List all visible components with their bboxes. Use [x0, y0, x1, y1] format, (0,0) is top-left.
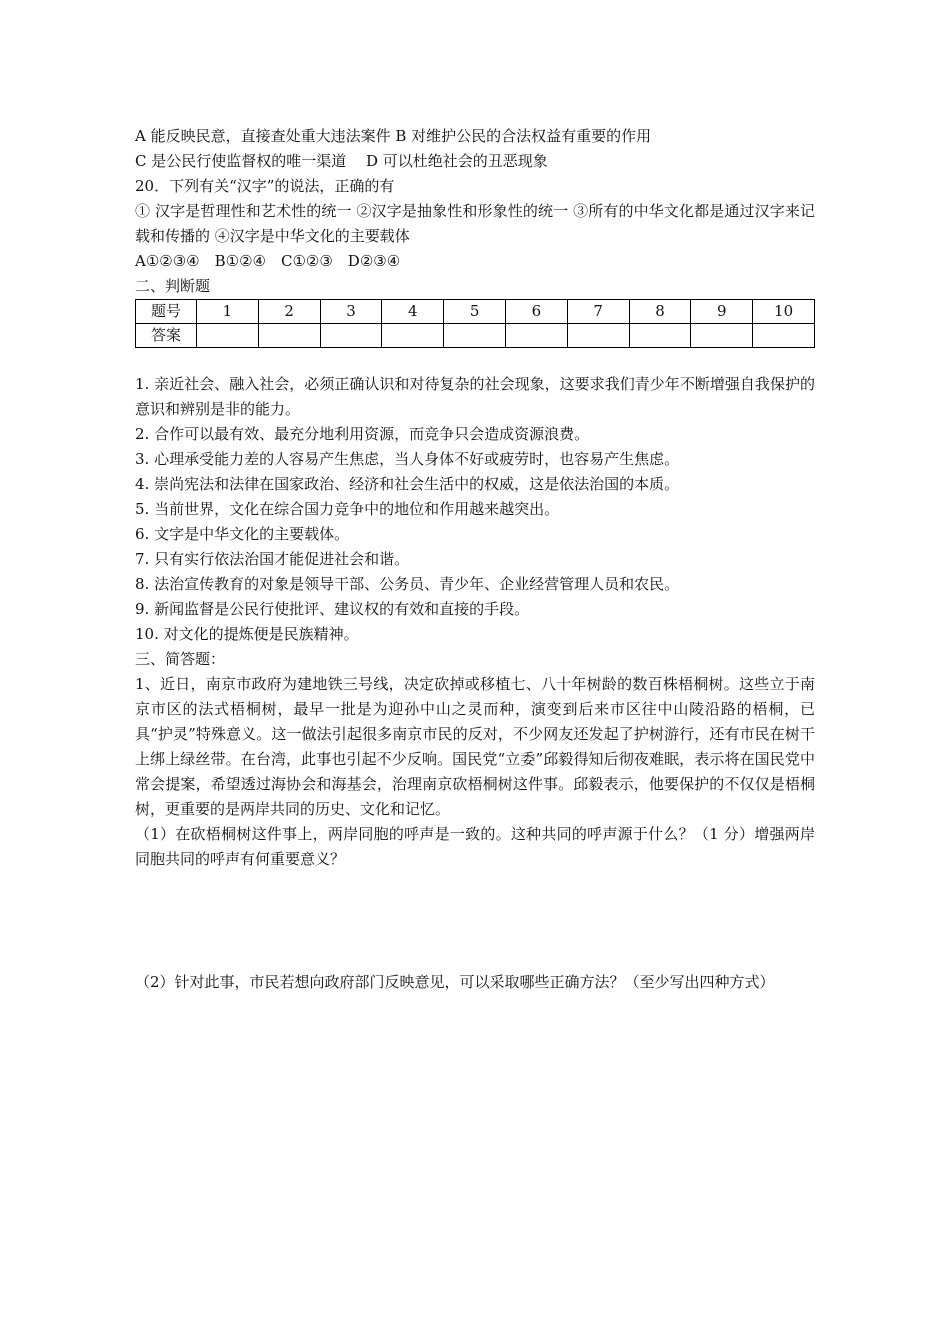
answer-cell[interactable] — [691, 324, 753, 348]
q20-statements: ① 汉字是哲理性和艺术性的统一 ②汉字是抽象性和形象性的统一 ③所有的中华文化都是通过汉字来记载和传播的 ④汉字是中华文化的主要载体 — [135, 202, 815, 245]
material-paragraph: 1、近日，南京市政府为建地铁三号线，决定砍掉或移植七、八十年树龄的数百株梧桐树。这些立于南京市区的法式梧桐树，最早一批是为迎孙中山之灵而种，演变到后来市区往中山陵沿路的梧桐，已具“护灵”特殊意义。这一做法引起很多南京市民的反对，不少网友还发起了护树游行，还有市民在树干上绑上绿丝带。在台湾，此事也引起不少反响。国民党“立委”邱毅得知后彻夜难眠，表示将在国民党中常会提案，希望透过海协会和海基会，治理南京砍梧桐树这件事。邱毅表示，他要保护的不仅仅是梧桐树，更重要的是两岸共同的历史、文化和记忆。 — [135, 675, 815, 818]
judge-item: 4. 崇尚宪法和法律在国家政治、经济和社会生活中的权威，这是依法治国的本质。 — [135, 475, 680, 493]
answer-table — [135, 299, 815, 348]
q20-options: A①②③④ B①②④ C①②③ D②③④ — [135, 252, 401, 270]
number-row-label: 题号 — [136, 300, 197, 324]
number-cell: 10 — [753, 300, 815, 324]
question-1: （1）在砍梧桐树这件事上，两岸同胞的呼声是一致的。这种共同的呼声源于什么？（1 分）增强两岸同胞共同的呼声有何重要意义？ — [135, 825, 815, 868]
answer-cell[interactable] — [753, 324, 815, 348]
section2-title: 二、判断题 — [135, 277, 211, 295]
answer-cell[interactable] — [382, 324, 444, 348]
judge-item: 8. 法治宣传教育的对象是领导干部、公务员、青少年、企业经营管理人员和农民。 — [135, 575, 680, 593]
answer-cell[interactable] — [258, 324, 320, 348]
exam-page — [135, 124, 815, 995]
number-cell: 9 — [691, 300, 753, 324]
judge-item: 9. 新闻监督是公民行使批评、建议权的有效和直接的手段。 — [135, 600, 530, 618]
answer-cell[interactable] — [629, 324, 691, 348]
answer-cell[interactable] — [444, 324, 506, 348]
judge-item: 7. 只有实行依法治国才能促进社会和谐。 — [135, 550, 410, 568]
spacer — [135, 348, 815, 372]
answer-row-label: 答案 — [136, 324, 197, 348]
number-cell: 2 — [258, 300, 320, 324]
q20-stem: 20．下列有关“汉字”的说法，正确的有 — [135, 177, 395, 195]
number-cell: 4 — [382, 300, 444, 324]
number-cell: 8 — [629, 300, 691, 324]
number-cell: 6 — [505, 300, 567, 324]
number-cell: 5 — [444, 300, 506, 324]
number-cell: 1 — [197, 300, 259, 324]
answer-table-answer-row — [136, 324, 815, 348]
judge-item: 1. 亲近社会、融入社会，必须正确认识和对待复杂的社会现象，这要求我们青少年不断增强自我保护的意识和辨别是非的能力。 — [135, 375, 815, 418]
judge-item: 6. 文字是中华文化的主要载体。 — [135, 525, 350, 543]
answer-space-1[interactable] — [135, 872, 815, 970]
judge-item: 10. 对文化的提炼便是民族精神。 — [135, 625, 359, 643]
section3-title: 三、简答题： — [135, 650, 226, 668]
answer-cell[interactable] — [567, 324, 629, 348]
question-2: （2）针对此事，市民若想向政府部门反映意见，可以采取哪些正确方法？（至少写出四种方式） — [135, 973, 775, 991]
answer-cell[interactable] — [505, 324, 567, 348]
judge-item: 3. 心理承受能力差的人容易产生焦虑，当人身体不好或疲劳时，也容易产生焦虑。 — [135, 450, 680, 468]
q19-options-line1: A 能反映民意，直接查处重大违法案件 B 对维护公民的合法权益有重要的作用 — [135, 127, 652, 145]
answer-cell[interactable] — [320, 324, 382, 348]
q19-options-line2: C 是公民行使监督权的唯一渠道 D 可以杜绝社会的丑恶现象 — [135, 152, 548, 170]
judge-item: 5. 当前世界，文化在综合国力竞争中的地位和作用越来越突出。 — [135, 500, 560, 518]
answer-table-number-row — [136, 300, 815, 324]
number-cell: 7 — [567, 300, 629, 324]
number-cell: 3 — [320, 300, 382, 324]
answer-cell[interactable] — [197, 324, 259, 348]
judge-item: 2. 合作可以最有效、最充分地利用资源，而竞争只会造成资源浪费。 — [135, 425, 590, 443]
